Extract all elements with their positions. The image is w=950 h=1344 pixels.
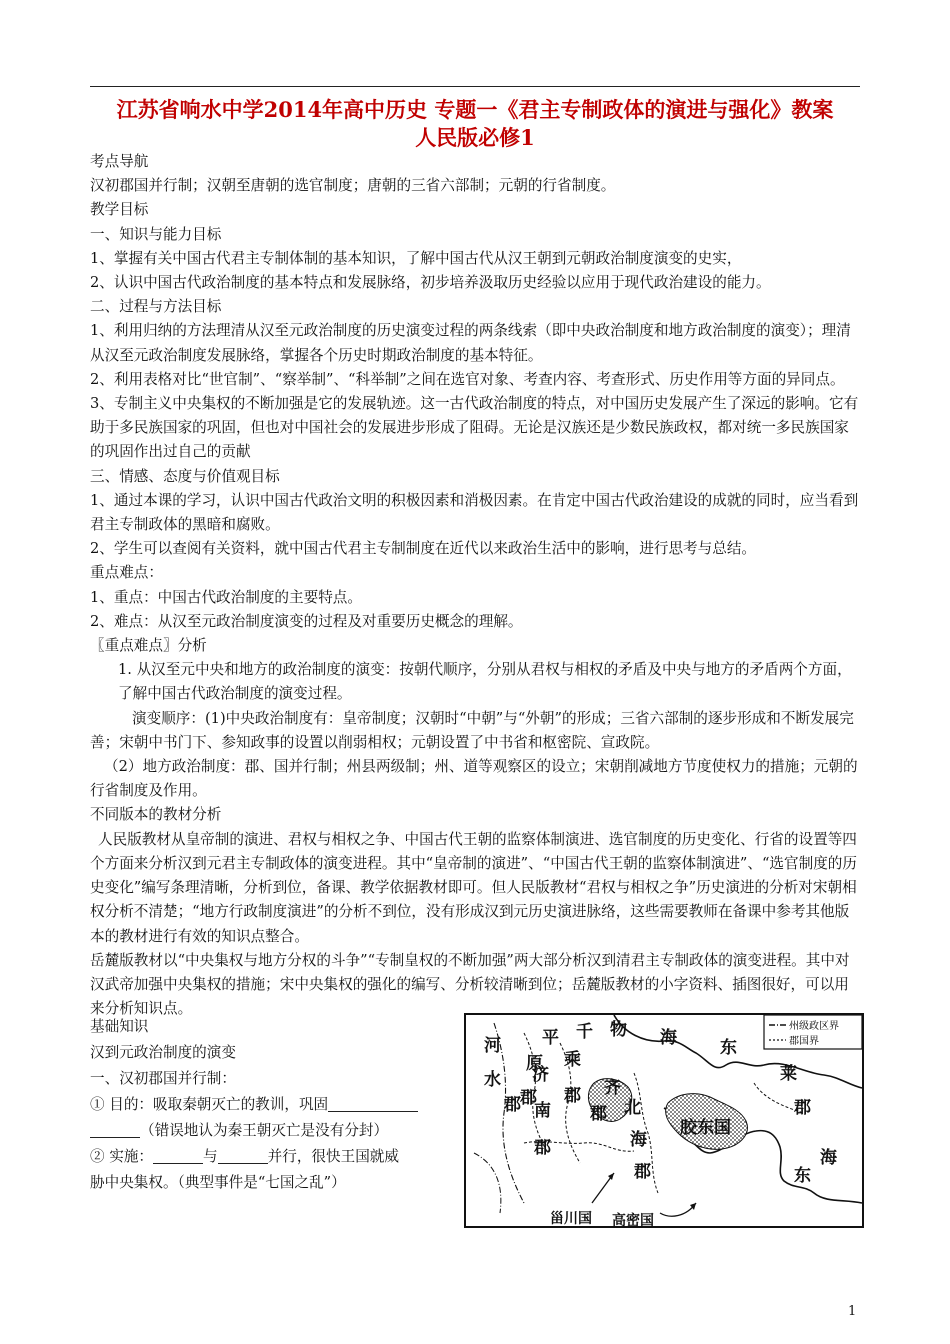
map-label: 郡: [564, 1086, 581, 1106]
map-label: 千: [576, 1022, 593, 1042]
map-label: 南: [534, 1101, 551, 1121]
section-heading: 重点难点：: [90, 564, 163, 582]
map-label: 郡: [520, 1088, 537, 1108]
map-label: 东: [794, 1166, 811, 1186]
subsection-heading: 三、情感、态度与价值观目标: [90, 467, 280, 485]
answer-blank: [153, 1147, 203, 1164]
subsection-heading: 二、过程与方法目标: [90, 298, 222, 316]
fill-in-line: [90, 1118, 455, 1144]
document-body: [90, 150, 860, 1021]
subsection-heading: 一、汉初郡国并行制：: [90, 1070, 236, 1087]
paragraph: 汉初郡国并行制；汉朝至唐朝的选官制度；唐朝的三省六部制；元朝的行省制度。: [90, 177, 616, 195]
paragraph: 1、利用归纳的方法理清从汉至元政治制度的历史演变过程的两条线索（即中央政治制度和地方政治制度的演变）；理清从汉至元政治制度发展脉络，掌握各个历史时期政治制度的基本特征。: [90, 322, 851, 364]
section-heading: 考点导航: [90, 153, 149, 170]
paragraph: 2、学生可以查阅有关资料，就中国古代君主专制制度在近代以来政治生活中的影响，进行思考与总结。: [90, 540, 757, 558]
map-label: 海: [630, 1130, 647, 1150]
section-heading: 不同版本的教材分析: [90, 806, 222, 824]
section-heading: 〖重点难点〗分析: [90, 637, 207, 655]
answer-blank: [218, 1147, 268, 1164]
paragraph: 1、重点：中国古代政治制度的主要特点。: [90, 588, 362, 606]
paragraph: 1、掌握有关中国古代君主专制体制的基本知识，了解中国古代从汉王朝到元朝政治制度演变的史实，: [90, 249, 742, 267]
paragraph: 2、认识中国古代政治制度的基本特点和发展脉络，初步培养汲取历史经验以应用于现代政治建设的能力。: [90, 274, 771, 292]
subsection-heading: 一、知识与能力目标: [90, 225, 222, 243]
section-heading: 教学目标: [90, 201, 149, 219]
han-commandery-map: [464, 1013, 864, 1228]
map-label: 海: [660, 1028, 677, 1048]
map-label: 郡: [534, 1138, 551, 1158]
map-label: 乘: [564, 1050, 581, 1070]
paragraph: 2、难点：从汉至元政治制度演变的过程及对重要历史概念的理解。: [90, 612, 523, 630]
header-rule: [90, 86, 860, 87]
map-label: 济: [532, 1065, 549, 1085]
fill-in-text: （错误地认为秦王朝灭亡是没有分封）: [140, 1122, 389, 1139]
fill-in-text: ① 目的：吸取秦朝灭亡的教训，巩固: [90, 1096, 329, 1113]
paragraph: 2、利用表格对比“世官制”、“察举制”、“科举制”之间在选官对象、考查内容、考查形式、历史作用等方面的异同点。: [90, 370, 845, 388]
paragraph: 3、专制主义中央集权的不断加强是它的发展轨迹。这一古代政治制度的特点，对中国历史发展产生了深远的影响。它有助于多民族国家的巩固，但也对中国社会的发展进步形成了阻碍。无论是汉族还是少数民族政权，都对统一多民族国家的巩固作出过自己的贡献: [90, 395, 859, 461]
legend-state-label: 州级政区界: [789, 1021, 839, 1032]
fill-in-line: [90, 1144, 455, 1170]
map-label: 郡: [634, 1162, 651, 1182]
map-label: 郡: [590, 1104, 607, 1124]
map-label: 河: [484, 1036, 501, 1056]
fill-in-line: [90, 1092, 455, 1118]
subsection-heading: 汉到元政治制度的演变: [90, 1044, 236, 1061]
map-label: 郡: [794, 1098, 811, 1118]
legend-commandery-label: 郡国界: [789, 1036, 819, 1047]
paragraph: 胁中央集权。（典型事件是“七国之乱”）: [90, 1174, 346, 1191]
map-label: 平: [542, 1028, 559, 1048]
map-label: 东: [720, 1038, 737, 1058]
paragraph: 岳麓版教材以“中央集权与地方分权的斗争”“专制皇权的不断加强”两大部分析汉到清君主专制政体的演变进程。其中对汉武帝加强中央集权的措施；宋中央集权的强化的编写、分析较清晰到位；岳麓版教材的小字资料、插图很好，可以用来分析知识点。: [90, 951, 850, 1018]
fill-in-text: 与: [203, 1148, 218, 1165]
page-number: 1: [848, 1304, 857, 1319]
map-label: 高密国: [612, 1213, 654, 1228]
paragraph: 1. 从汉至元中央和地方的政治制度的演变：按朝代顺序，分别从君权与相权的矛盾及中央与地方的矛盾两个方面，了解中国古代政治制度的演变过程。: [118, 661, 852, 703]
map-label: 水: [484, 1070, 501, 1090]
map-label: 郡: [504, 1095, 521, 1115]
map-label: 物: [610, 1020, 627, 1040]
paragraph: 演变顺序：(1)中央政治制度有：皇帝制度；汉朝时“中朝”与“外朝”的形成；三省六部制的逐步形成和不断发展完善；宋朝中书门下、参知政事的设置以削弱相权；元朝设置了中书省和枢密院、宣政院。: [90, 709, 854, 751]
map-label: 齐: [604, 1078, 621, 1098]
map-label: 北: [624, 1098, 641, 1118]
basic-knowledge-section: [90, 1014, 455, 1196]
section-heading: 基础知识: [90, 1018, 149, 1035]
fill-in-text: 并行，很快王国就威: [267, 1148, 399, 1165]
answer-blank: [90, 1121, 140, 1138]
document-title: [90, 96, 860, 152]
answer-blank: [328, 1095, 418, 1112]
map-label: 海: [820, 1148, 837, 1168]
title-line-1: 江苏省响水中学2014年高中历史 专题一《君主专制政体的演进与强化》教案: [116, 97, 834, 122]
fill-in-text: ② 实施：: [90, 1148, 154, 1165]
map-label: 胶东国: [680, 1118, 731, 1138]
map-label: 甾川国: [550, 1211, 592, 1227]
paragraph: 人民版教材从皇帝制的演进、君权与相权之争、中国古代王朝的监察体制演进、选官制度的历史变化、行省的设置等四个方面来分析汉到元君主专制政体的演变进程。其中“皇帝制的演进”、“中国古代王朝的监察体制演进”、“选官制度的历史变化”编写条理清晰，分析到位，备课、教学依据教材即可。但人民版教材“君权与相权之争”历史演进的分析对宋朝相权分析不清楚；“地方行政制度演进”的分析不到位，没有形成汉到元历史演进脉络，这些需要教师在备课中参考其他版本的教材进行有效的知识点整合。: [90, 830, 857, 945]
paragraph: （2）地方政治制度：郡、国并行制；州县两级制；州、道等观察区的设立；宋朝削减地方节度使权力的措施；元朝的行省制度及作用。: [90, 758, 858, 800]
map-label: 原: [526, 1054, 543, 1074]
map-label: 莱: [780, 1064, 797, 1084]
paragraph: 1、通过本课的学习，认识中国古代政治文明的积极因素和消极因素。在肯定中国古代政治建设的成就的同时，应当看到君主专制政体的黑暗和腐败。: [90, 491, 859, 534]
title-line-2: 人民版必修1: [415, 125, 535, 150]
